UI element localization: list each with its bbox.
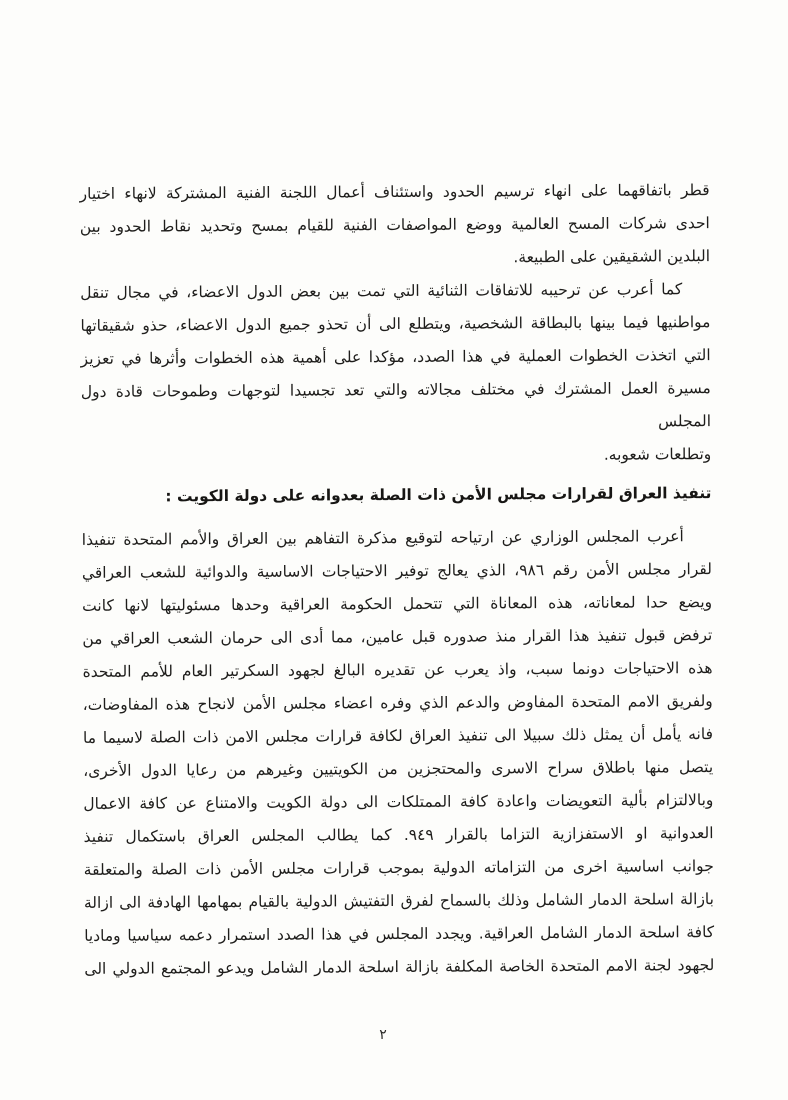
text-line: كما أعرب عن ترحيبه للاتفاقات الثنائية التي تمت بين بعض الدول الاعضاء، في مجال تنقل [80,280,683,302]
paragraph-bilateral-agreements [80,273,711,475]
paragraph-un-resolutions [82,520,715,986]
text-line: التي اتخذت الخطوات العملية في هذا الصدد، مؤكدا على أهمية هذه الخطوات وأثرها في تعزيز [80,346,711,368]
text-line: هذه الاحتياجات دونما سبب، واذ يعرب عن تقديره البالغ لجهود السكرتير العام للأمم المتحدة [82,659,713,681]
text-line: أعرب المجلس الوزاري عن ارتياحه لتوقيع مذكرة التفاهم بين العراق والأمم المتحدة تنفيذا [81,527,684,549]
text-line: مسيرة العمل المشترك في مختلف مجالاته والتي تعد تجسيدا لتوجهات وطموحات قادة دول المجلس [80,379,712,431]
text-line: قطر باتفاقهما على انهاء ترسيم الحدود واستئناف أعمال اللجنة الفنية المشتركة لانهاء اختيار [79,181,710,203]
text-line: ترفض قبول تنفيذ هذا القرار منذ صدوره قبل عامين، مما أدى الى حرمان الشعب العراقي من [82,626,713,648]
text-line: احدى شركات المسح العالمية ووضع المواصفات الفنية للقيام بمسح وتحديد نقاط الحدود بين [79,214,710,236]
text-line: لقرار مجلس الأمن رقم ٩٨٦، الذي يعالج توفير الاحتياجات الاساسية والدوائية للشعب العراقي [81,560,712,582]
text-line: ولفريق الامم المتحدة المفاوض والدعم الذي وفره اعضاء مجلس الأمن لانجاح هذه المفاوضات، [82,692,713,714]
text-line: بازالة اسلحة الدمار الشامل وذلك بالسماح لفرق التفتيش الدولية بالقيام بمهامها الهادفة الى ازالة [83,890,715,912]
text-line: ويضع حدا لمعاناته، هذه المعاناة التي تتحمل الحكومة العراقية وحدها مسئوليتها لانها كانت [82,593,713,615]
text-line: لجهود لجنة الامم المتحدة الخاصة المكلفة بازالة اسلحة الدمار الشامل ويدعو المجتمع الدولي الى [84,956,715,978]
section-heading: تنفيذ العراق لقرارات مجلس الأمن ذات الصلة بعدوانه على دولة الكويت : [165,484,712,506]
text-line: وبالالتزام بألية التعويضات واعادة كافة الممتلكات الى دولة الكويت والامتناع عن كافة الاعمال [83,791,714,813]
text-line: العدوانية او الاستفزازية التزاما بالقرار ٩٤٩. كما يطالب المجلس العراق باستكمال تنفيذ [83,824,714,846]
text-line: يتصل منها باطلاق سراح الاسرى والمحتجزين من الكويتيين وغيرهم من رعايا الدول الأخرى، [83,758,714,780]
text-line: كافة اسلحة الدمار الشامل العراقية. ويجدد المجلس في هذا الصدد استمرار دعمه سياسيا وماديا [84,923,715,945]
text-line: وتطلعات شعوبه. [603,445,712,464]
text-line: البلدين الشقيقين على الطبيعة. [513,247,711,267]
text-line: فانه يأمل أن يمثل ذلك سبيلا الى تنفيذ العراق لكافة قرارات مجلس الامن ذات الصلة لاسيما ما [82,725,714,747]
text-line: مواطنيها فيما بينها بالبطاقة الشخصية، ويتطلع الى أن تحذو جميع الدول الاعضاء، حذو شقيقاتها [80,313,711,335]
document-text-block [80,174,715,986]
paragraph-continuation [80,174,711,277]
page-number: ٢ [379,1027,387,1043]
text-line: جوانب اساسية اخرى من التزاماته الدولية بموجب قرارات مجلس الأمن ذات الصلة والمتعلقة [83,857,714,879]
